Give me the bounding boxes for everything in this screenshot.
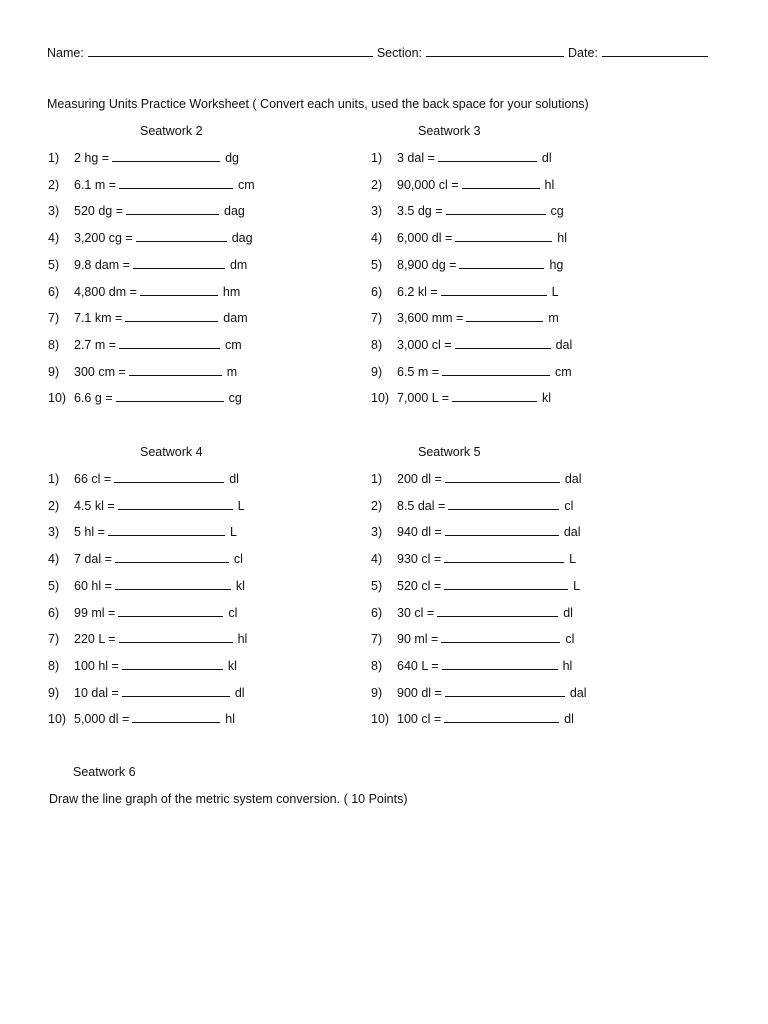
problem-row (371, 230, 567, 248)
problem-row (48, 390, 242, 408)
problem-expression: 2 hg = (74, 151, 110, 165)
problem-expression: 220 L = (74, 632, 116, 647)
target-unit: dal (569, 685, 587, 700)
problem-number: 2) (371, 498, 383, 513)
target-unit: kl (235, 578, 245, 593)
answer-blank[interactable] (122, 685, 230, 697)
answer-blank[interactable] (108, 524, 225, 536)
problem-number: 4) (371, 552, 383, 567)
problem-expression: 6.5 m = (397, 364, 440, 379)
answer-blank[interactable] (452, 390, 537, 402)
target-unit: kl (542, 391, 552, 406)
problem-row (48, 310, 248, 328)
seatwork-6-instruction: Draw the line graph of the metric system conversion. ( 10 Points) (49, 792, 408, 806)
answer-blank[interactable] (455, 230, 552, 242)
answer-blank[interactable] (437, 605, 558, 617)
answer-blank[interactable] (445, 471, 560, 483)
problem-row (48, 230, 253, 248)
target-unit: L (229, 525, 237, 540)
seatwork-5-title: Seatwork 5 (418, 445, 481, 459)
problem-expression: 3,200 cg = (74, 231, 133, 246)
problem-number: 5) (48, 257, 60, 272)
problem-row (371, 177, 554, 195)
problem-number: 5) (371, 257, 383, 272)
problem-expression: 10 dal = (74, 685, 119, 700)
target-unit: m (548, 311, 559, 326)
answer-blank[interactable] (444, 578, 568, 590)
answer-blank[interactable] (115, 551, 229, 563)
problem-row (48, 257, 247, 275)
name-field[interactable] (88, 44, 373, 57)
problem-number: 3) (371, 525, 383, 540)
answer-blank[interactable] (122, 658, 223, 670)
target-unit: cg (228, 391, 242, 406)
date-label: Date: (568, 46, 598, 60)
date-field[interactable] (602, 44, 708, 57)
answer-blank[interactable] (119, 631, 233, 643)
seatwork-2-title: Seatwork 2 (140, 124, 203, 138)
answer-blank[interactable] (441, 631, 560, 643)
target-unit: hl (225, 712, 235, 727)
answer-blank[interactable] (442, 364, 550, 376)
problem-expression: 4.5 kl = (74, 498, 115, 513)
answer-blank[interactable] (445, 685, 565, 697)
problem-number: 8) (371, 337, 383, 352)
problem-row (371, 364, 572, 382)
problem-row (48, 150, 239, 168)
answer-blank[interactable] (441, 284, 547, 296)
problem-row (371, 524, 581, 542)
target-unit: cg (550, 204, 564, 219)
answer-blank[interactable] (116, 390, 224, 402)
answer-blank[interactable] (446, 203, 546, 215)
problem-expression: 100 hl = (74, 658, 119, 673)
problem-number: 1) (48, 151, 60, 165)
target-unit: m (226, 364, 238, 379)
problem-row (48, 524, 237, 542)
problem-row (48, 177, 255, 195)
problem-expression: 940 dl = (397, 525, 442, 540)
problem-number: 5) (371, 578, 383, 593)
problem-row (371, 390, 551, 408)
problem-row (48, 711, 235, 729)
problem-number: 9) (371, 364, 383, 379)
problem-expression: 7 dal = (74, 552, 112, 567)
answer-blank[interactable] (136, 230, 227, 242)
problem-number: 10) (48, 712, 67, 727)
answer-blank[interactable] (466, 310, 543, 322)
problem-row (48, 631, 247, 649)
problem-number: 6) (371, 605, 383, 620)
target-unit: hg (549, 257, 564, 272)
problem-number: 9) (48, 364, 60, 379)
problem-expression: 60 hl = (74, 578, 112, 593)
problem-number: 4) (48, 552, 60, 567)
problem-number: 10) (48, 391, 67, 406)
problem-number: 7) (371, 311, 383, 326)
target-unit: dag (231, 231, 253, 246)
answer-blank[interactable] (448, 498, 559, 510)
worksheet-title: Measuring Units Practice Worksheet ( Convert each units, used the back space for your solutions) (47, 97, 589, 111)
problem-row (371, 284, 559, 302)
problem-expression: 3.5 dg = (397, 204, 443, 219)
problem-expression: 66 cl = (74, 472, 112, 486)
problem-number: 2) (48, 498, 60, 513)
problem-expression: 5 hl = (74, 525, 105, 540)
problem-expression: 30 cl = (397, 605, 435, 620)
problem-row (48, 203, 245, 221)
problem-number: 1) (371, 151, 383, 165)
problem-expression: 6.2 kl = (397, 284, 438, 299)
problem-number: 10) (371, 712, 390, 727)
problem-expression: 7.1 km = (74, 311, 123, 326)
target-unit: dm (229, 257, 248, 272)
problem-number: 4) (371, 231, 383, 246)
problem-number: 9) (371, 685, 383, 700)
problem-row (371, 257, 563, 275)
target-unit: dl (563, 605, 573, 620)
problem-expression: 3 dal = (397, 151, 435, 165)
answer-blank[interactable] (444, 711, 559, 723)
problem-expression: 3,000 cl = (397, 337, 452, 352)
problem-expression: 99 ml = (74, 605, 116, 620)
answer-blank[interactable] (119, 337, 220, 349)
target-unit: cm (555, 364, 572, 379)
problem-expression: 2.7 m = (74, 337, 117, 352)
target-unit: L (551, 284, 559, 299)
problem-expression: 520 cl = (397, 578, 442, 593)
target-unit: dl (564, 712, 574, 727)
problem-expression: 6.6 g = (74, 391, 113, 406)
problem-number: 7) (48, 311, 60, 326)
problem-row (48, 658, 237, 676)
problem-row (371, 310, 559, 328)
problem-row (48, 364, 237, 382)
answer-blank[interactable] (132, 711, 220, 723)
problem-expression: 520 dg = (74, 204, 124, 219)
problem-expression: 90 ml = (397, 632, 439, 647)
problem-number: 3) (48, 525, 60, 540)
problem-row (371, 658, 572, 676)
target-unit: dl (541, 151, 552, 165)
problem-expression: 3,600 mm = (397, 311, 464, 326)
problem-row (48, 551, 243, 569)
target-unit: hl (557, 231, 567, 246)
problem-expression: 100 cl = (397, 712, 442, 727)
problem-expression: 640 L = (397, 658, 439, 673)
section-field[interactable] (426, 44, 564, 57)
problem-number: 7) (371, 632, 383, 647)
target-unit: dal (564, 472, 582, 486)
problem-row (371, 605, 573, 623)
problem-row (371, 203, 564, 221)
answer-blank[interactable] (114, 471, 224, 483)
target-unit: kl (227, 658, 237, 673)
target-unit: L (237, 498, 245, 513)
answer-blank[interactable] (140, 284, 218, 296)
problem-number: 8) (371, 658, 383, 673)
problem-row (371, 685, 587, 703)
target-unit: cl (228, 605, 238, 620)
answer-blank[interactable] (442, 658, 558, 670)
seatwork-3-title: Seatwork 3 (418, 124, 481, 138)
answer-blank[interactable] (129, 364, 222, 376)
problem-expression: 8.5 dal = (397, 498, 446, 513)
problem-expression: 6.1 m = (74, 177, 117, 192)
problem-row (371, 631, 574, 649)
target-unit: dl (234, 685, 245, 700)
problem-row (371, 711, 574, 729)
problem-expression: 8,900 dg = (397, 257, 457, 272)
target-unit: dal (555, 337, 573, 352)
target-unit: dl (229, 472, 239, 486)
answer-blank[interactable] (125, 310, 218, 322)
answer-blank[interactable] (126, 203, 219, 215)
problem-row (371, 551, 576, 569)
problem-number: 5) (48, 578, 60, 593)
answer-blank[interactable] (445, 524, 559, 536)
problem-expression: 90,000 cl = (397, 177, 459, 192)
problem-expression: 200 dl = (397, 472, 442, 486)
problem-expression: 930 cl = (397, 552, 442, 567)
problem-row (48, 578, 245, 596)
name-label: Name: (47, 46, 84, 60)
problem-number: 6) (371, 284, 383, 299)
problem-number: 3) (48, 204, 60, 219)
target-unit: cl (564, 498, 574, 513)
problem-number: 10) (371, 391, 390, 406)
problem-expression: 9.8 dam = (74, 257, 130, 272)
problem-number: 2) (371, 177, 383, 192)
problem-number: 1) (371, 472, 383, 486)
target-unit: dam (223, 311, 248, 326)
target-unit: hl (544, 177, 555, 192)
target-unit: dag (224, 204, 245, 219)
problem-row (48, 284, 240, 302)
target-unit: L (569, 552, 577, 567)
answer-blank[interactable] (444, 551, 564, 563)
problem-number: 8) (48, 658, 60, 673)
answer-blank[interactable] (118, 605, 223, 617)
answer-blank[interactable] (455, 337, 551, 349)
problem-row (48, 471, 239, 489)
answer-blank[interactable] (112, 150, 220, 162)
target-unit: hm (222, 284, 241, 299)
problem-row (371, 150, 552, 168)
student-info-header (47, 44, 727, 60)
problem-expression: 6,000 dl = (397, 231, 453, 246)
problem-number: 1) (48, 472, 60, 486)
problem-expression: 7,000 L = (397, 391, 450, 406)
target-unit: hl (237, 632, 248, 647)
problem-number: 6) (48, 284, 60, 299)
problem-number: 9) (48, 685, 60, 700)
problem-row (48, 685, 245, 703)
problem-number: 6) (48, 605, 60, 620)
answer-blank[interactable] (115, 578, 231, 590)
problem-expression: 4,800 dm = (74, 284, 137, 299)
problem-row (371, 337, 572, 355)
target-unit: dal (563, 525, 581, 540)
target-unit: cm (238, 177, 255, 192)
target-unit: cm (225, 337, 242, 352)
answer-blank[interactable] (133, 257, 225, 269)
target-unit: dg (225, 151, 240, 165)
target-unit: cl (565, 632, 575, 647)
problem-number: 2) (48, 177, 60, 192)
seatwork-6-title: Seatwork 6 (73, 765, 136, 779)
answer-blank[interactable] (118, 498, 233, 510)
problem-number: 3) (371, 204, 383, 219)
problem-row (48, 605, 237, 623)
problem-row (371, 578, 580, 596)
problem-number: 7) (48, 632, 60, 647)
problem-row (371, 498, 573, 516)
problem-row (48, 498, 245, 516)
answer-blank[interactable] (459, 257, 544, 269)
problem-expression: 900 dl = (397, 685, 442, 700)
problem-row (371, 471, 582, 489)
target-unit: hl (562, 658, 573, 673)
problem-row (48, 337, 242, 355)
answer-blank[interactable] (438, 150, 537, 162)
target-unit: cl (233, 552, 243, 567)
problem-expression: 300 cm = (74, 364, 126, 379)
answer-blank[interactable] (119, 177, 233, 189)
section-label: Section: (376, 46, 422, 60)
problem-number: 4) (48, 231, 60, 246)
answer-blank[interactable] (462, 177, 540, 189)
problem-number: 8) (48, 337, 60, 352)
target-unit: L (573, 578, 581, 593)
seatwork-4-title: Seatwork 4 (140, 445, 203, 459)
problem-expression: 5,000 dl = (74, 712, 130, 727)
